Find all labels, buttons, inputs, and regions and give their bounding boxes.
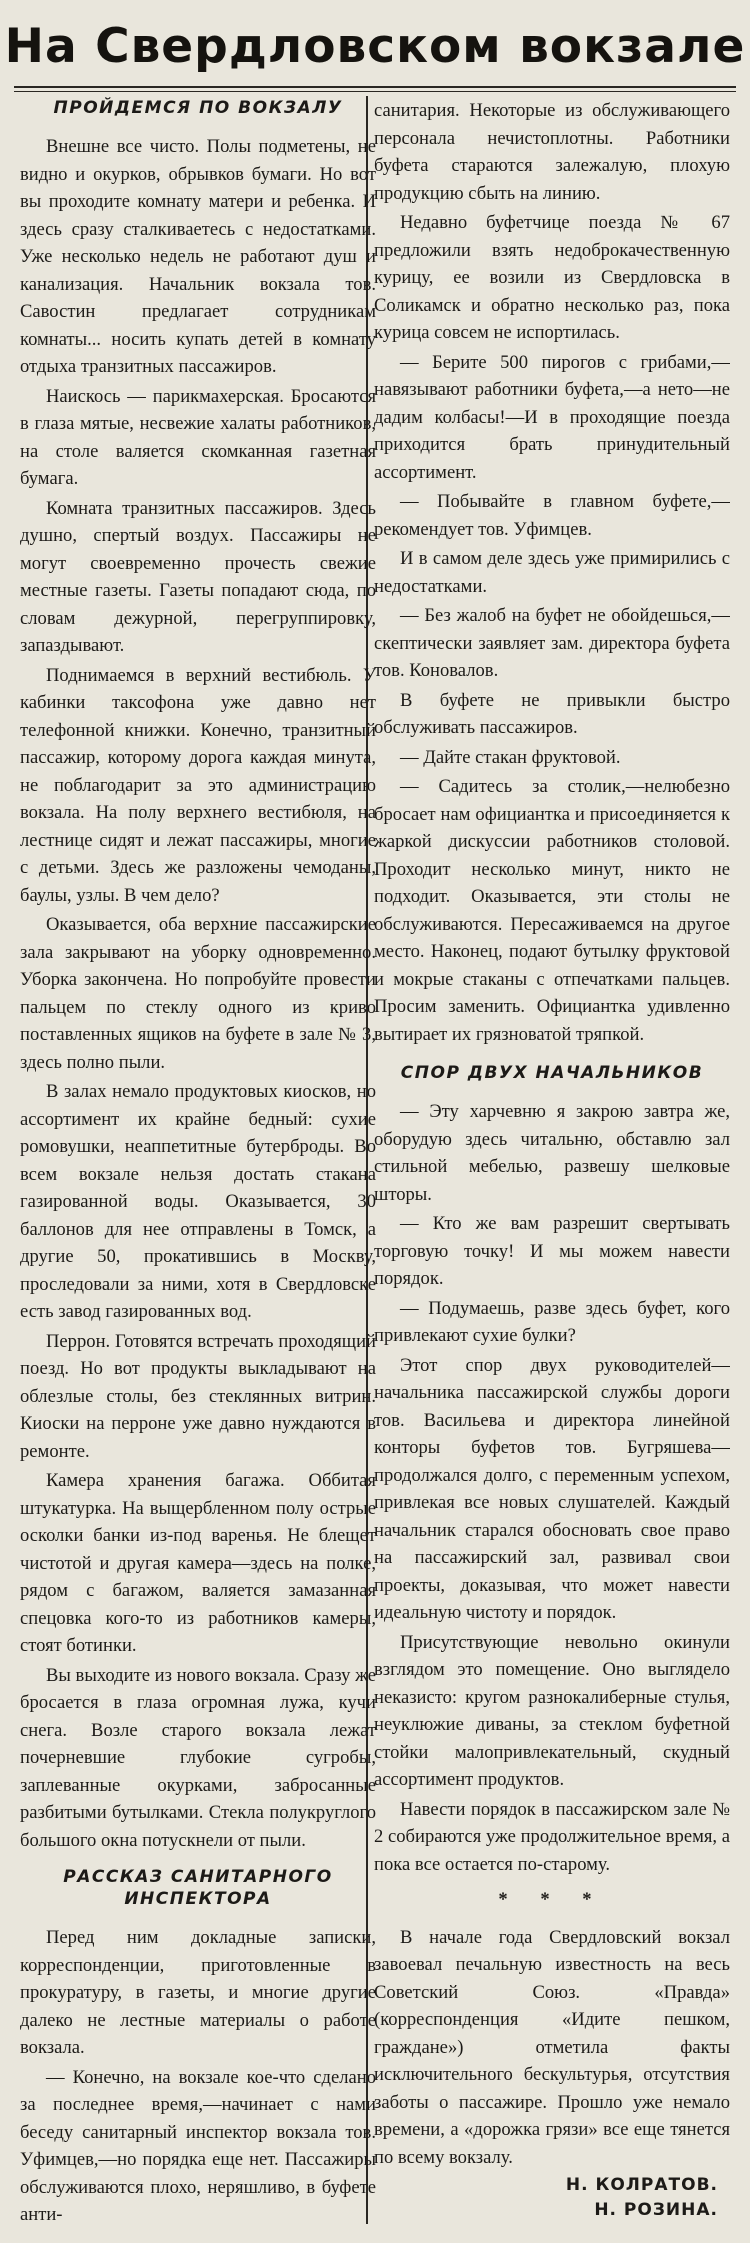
paragraph: — Конечно, на вокзале кое-что сделано за последнее время,—начинает с нами беседу санитарный инспектор вокзала тов. Уфимцев,—но порядка еще нет. Пассажиры обслуживаются плохо, неряшливо, в буфете анти- bbox=[20, 2066, 376, 2225]
subheading-inspector: РАССКАЗ САНИТАРНОГО ИНСПЕКТОРА bbox=[63, 1867, 333, 1909]
section-stars: * * * bbox=[498, 1889, 606, 1910]
headline-rule-thin bbox=[14, 91, 736, 92]
author-signature: Н. КОЛРАТОВ. bbox=[565, 2175, 718, 2195]
paragraph: Внешне все чисто. Полы подметены, не видно и окурков, обрывков бумаги. Но вот вы проходите комнату матери и ребенка. И здесь сразу сталкиваетесь с недостатками. Уже несколько недель не работают душ и канализация. Начальник вокзала тов. Савостин предлагает сотрудникам комнаты... носить купать детей в комнату отдыха транзитных пассажиров. bbox=[20, 136, 376, 377]
paragraph: Вы выходите из нового вокзала. Сразу же бросается в глаза огромная лужа, кучи снега. Возле старого вокзала лежат почерневшие глубокие сугробы, заплеванные окурками, забросанные разбитыми бутылками. Стекла полукруглого большого окна потускнели от пыли. bbox=[20, 1664, 376, 1851]
paragraph: Присутствующие невольно окинули взглядом это помещение. Оно выглядело неказисто: кругом разнокалиберные стулья, неуклюжие диваны, за стеклом буфетной стойки малопривлекательный, скудный ассортимент продуктов. bbox=[374, 1631, 730, 1790]
paragraph: Перрон. Готовятся встречать проходящий поезд. Но вот продукты выкладывают на облезлые столы, без стеклянных витрин. Киоски на перроне уже давно нуждаются в ремонте. bbox=[20, 1330, 376, 1462]
paragraph: В начале года Свердловский вокзал завоевал печальную известность на весь Советский Союз. «Правда» (корреспонденция «Идите пешком, граждане») отметила факты исключительного бескультурья, отсутствия заботы о пассажире. Прошло уже немало времени, а «дорожка грязи» все еще тянется по всему вокзалу. bbox=[374, 1926, 730, 2168]
paragraph: Комната транзитных пассажиров. Здесь душно, спертый воздух. Пассажиры не могут своевременно прочесть свежие местные газеты. Газеты попадают сюда, по словам дежурной, перегруппировку, запаздывают. bbox=[20, 497, 376, 656]
paragraph: санитария. Некоторые из обслуживающего персонала нечистоплотны. Работники буфета стараются залежалую, плохую продукцию сбыть на линию. bbox=[374, 100, 730, 204]
paragraph: — Подумаешь, разве здесь буфет, кого привлекают сухие булки? bbox=[374, 1297, 730, 1346]
paragraph: Недавно буфетчице поезда № 67 предложили взять недоброкачественную курицу, ее возили из Свердловска в Соликамск и обратно несколько раз, пока курица совсем не испортилась. bbox=[374, 212, 730, 343]
subheading-walk: ПРОЙДЕМСЯ ПО ВОКЗАЛУ bbox=[53, 98, 343, 118]
paragraph: Перед ним докладные записки, корреспонденции, приготовленные в прокуратуру, в газеты, и многие другие далеко не лестные материалы о работе вокзала. bbox=[20, 1927, 376, 2058]
paragraph: Этот спор двух руководителей—начальника пассажирской службы дороги тов. Васильева и директора линейной конторы буфетов тов. Бугряшева—продолжался долго, с переменным успехом, привлекая все новых слушателей. Каждый начальник старался обосновать свое право на пассажирский зал, развивал свои проекты, доказывая, что может навести идеальную чистоту и порядок. bbox=[374, 1354, 730, 1623]
paragraph: И в самом деле здесь уже примирились с недостатками. bbox=[374, 548, 730, 597]
headline: На Свердловском вокзале bbox=[4, 19, 746, 74]
headline-rule bbox=[14, 86, 736, 88]
author-signature: Н. РОЗИНА. bbox=[594, 2200, 718, 2220]
paragraph: — Без жалоб на буфет не обойдешься,—скептически заявляет зам. директора буфета тов. Коновалов. bbox=[374, 605, 730, 681]
paragraph: — Побывайте в главном буфете,—рекомендует тов. Уфимцев. bbox=[374, 491, 730, 540]
left-column bbox=[20, 97, 376, 2237]
paragraph: — Садитесь за столик,—нелюбезно бросает нам официантка и присоединяется к жаркой дискуссии работников столовой. Проходит несколько минут, никто не подходит. Оказывается, эти столы не обслуживаются. Пересаживаемся на другое место. Наконец, подают бутылку фруктовой и мокрые стаканы с отпечатками пальцев. Просим заменить. Официантка удивленно вытирает их грязноватой тряпкой. bbox=[374, 776, 730, 1045]
paragraph: Навести порядок в пассажирском зале № 2 собираются уже продолжительное время, а пока все остается по-старому. bbox=[374, 1798, 730, 1875]
paragraph: — Дайте стакан фруктовой. bbox=[400, 746, 621, 768]
paragraph: В буфете не привыкли быстро обслуживать пассажиров. bbox=[374, 689, 730, 738]
paragraph: — Эту харчевню я закрою завтра же, оборудую здесь читальню, обставлю зал стильной мебелью, развешу шелковые шторы. bbox=[374, 1101, 730, 1205]
paragraph: — Кто же вам разрешит свертывать торговую точку! И мы можем навести порядок. bbox=[374, 1213, 730, 1289]
right-column bbox=[374, 97, 730, 2237]
paragraph: Камера хранения багажа. Оббитая штукатурка. На выщербленном полу острые осколки банки из-под варенья. Не блещет чистотой и другая камера—здесь на полке, рядом с багажом, валяется замазанная спецовка кого-то из работников камеры, стоят ботинки. bbox=[20, 1470, 376, 1656]
subheading-dispute: СПОР ДВУХ НАЧАЛЬНИКОВ bbox=[400, 1063, 704, 1083]
paragraph: Оказывается, оба верхние пассажирские зала закрывают на уборку одновременно. Уборка закончена. Но попробуйте провести пальцем по стеклу одного из криво поставленных ящиков на буфете в зале № 3, здесь полно пыли. bbox=[20, 914, 376, 1073]
paragraph: Наискось — парикмахерская. Бросаются в глаза мятые, несвежие халаты работников, на столе валяется скомканная газетная бумага. bbox=[20, 385, 376, 489]
paragraph: — Берите 500 пирогов с грибами,—навязывают работники буфета,—а нето—не дадим колбасы!—И в проходящие поезда приходится брать принудительный ассортимент. bbox=[374, 351, 730, 483]
paragraph: Поднимаемся в верхний вестибюль. У кабинки таксофона уже давно нет телефонной книжки. Конечно, транзитный пассажир, которому дорога каждая минута, не поблагодарит за это администрацию вокзала. На полу верхнего вестибюля, на лестнице сидят и лежат пассажиры, многие с детьми. Здесь же разложены чемоданы, баулы, узлы. В чем дело? bbox=[20, 664, 376, 906]
paragraph: В залах немало продуктовых киосков, но ассортимент их крайне бедный: сухие ромовушки, неаппетитные бутерброды. Во всем вокзале нельзя достать стакана газированной воды. Оказывается, 30 баллонов для нее отправлены в Томск, а другие 50, прокатившись в Москву, проследовали за ними, хотя в Свердловске есть завод газированных вод. bbox=[20, 1081, 376, 1322]
